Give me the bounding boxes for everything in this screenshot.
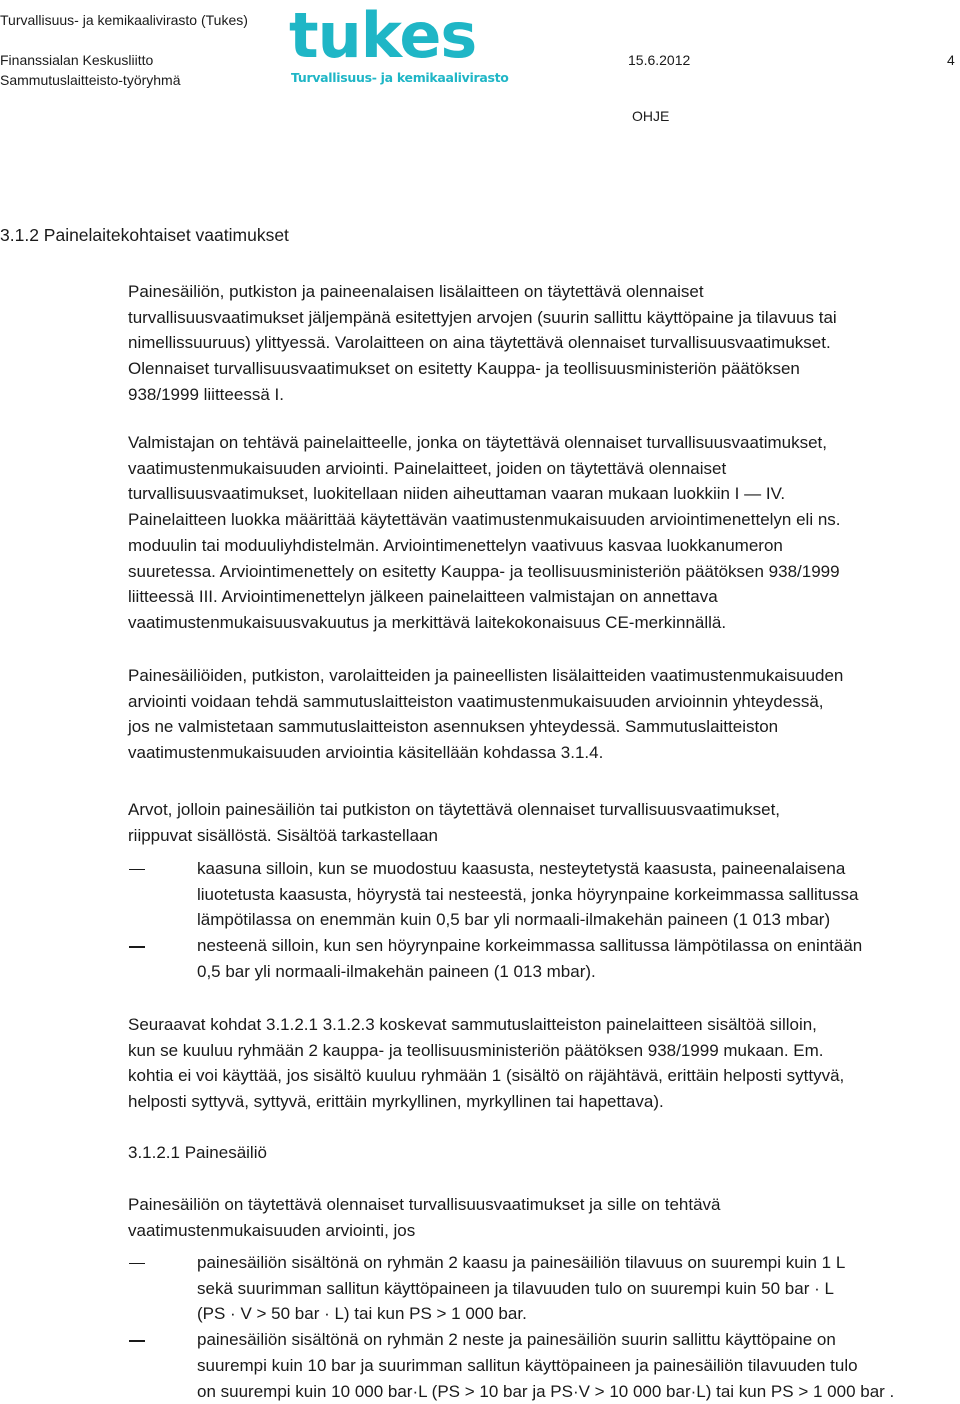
paragraph-line: liitteessä III. Arviointimenettelyn jälkeen painelaitteen valmistajan on annettava (128, 587, 718, 607)
paragraph-line: helposti syttyvä, syttyvä, erittäin myrkyllinen, myrkyllinen tai hapettava). (128, 1092, 664, 1112)
list-item-line: painesäiliön sisältönä on ryhmän 2 neste ja painesäiliön suurin sallittu käyttöpaine on (197, 1330, 836, 1350)
page-number: 4 (947, 52, 955, 68)
subsection-heading (128, 1140, 267, 1166)
list-item-line: liuotetusta kaasusta, höyrystä tai nesteestä, jonka höyrynpaine korkeimmassa sallitussa (197, 884, 859, 904)
paragraph-line: vaatimustenmukaisuuden arviointia käsitellään kohdassa 3.1.4. (128, 743, 604, 763)
paragraph-line: turvallisuusvaatimukset, luokitellaan niiden aiheuttaman vaaran mukaan luokkiin I — IV. (128, 484, 786, 504)
paragraph-line: Seuraavat kohdat 3.1.2.1 3.1.2.3 koskevat sammutuslaitteiston painelaitteen sisältöä silloin, (128, 1015, 817, 1034)
header-date: 15.6.2012 (628, 52, 691, 68)
header-organization: Turvallisuus- ja kemikaalivirasto (Tukes) (0, 12, 248, 28)
list-item-line: painesäiliön sisältönä on ryhmän 2 kaasu ja painesäiliön tilavuus on suurempi kuin 1 L (197, 1253, 846, 1272)
list-item-line: sekä suurimman sallitun käyttöpaineen ja tilavuuden tulo on suurempi kuin 50 bar · L (197, 1278, 834, 1298)
list-item (128, 1250, 894, 1327)
paragraph-vessel (128, 1192, 721, 1243)
paragraph-line: kun se kuuluu ryhmään 2 kauppa- ja teollisuusministeriön päätöksen 938/1999 mukaan. Em. (128, 1040, 824, 1060)
paragraph-line: Painesäiliöiden, putkiston, varolaitteiden ja paineellisten lisälaitteiden vaatimustenmukaisuuden (128, 666, 844, 685)
paragraph-line: Arvot, jolloin painesäiliön tai putkiston on täytettävä olennaiset turvallisuusvaatimukset, (128, 800, 781, 819)
paragraph-conformity (128, 663, 843, 766)
tukes-logo (289, 0, 509, 90)
paragraph-line: vaatimustenmukaisuuden arviointi. Painelaitteet, joiden on täytettävä olennaiset (128, 458, 727, 478)
paragraph-line: vaatimustenmukaisuuden arviointi, jos (128, 1220, 416, 1240)
list-item-line: suurempi kuin 10 bar ja suurimman sallitun käyttöpaineen ja painesäiliön tilavuuden tulo (197, 1355, 858, 1375)
paragraph-line: vaatimustenmukaisuusvakuutus ja merkittävä laitekokonaisuus CE-merkinnällä. (128, 612, 727, 632)
list-item-line: lämpötilassa on enemmän kuin 0,5 bar yli normaali-ilmakehän paineen (1 013 mbar) (197, 910, 831, 930)
subsection-title: 3.1.2.1 Painesäiliö (128, 1143, 267, 1162)
header-working-group: Sammutuslaitteisto-työryhmä (0, 72, 181, 88)
paragraph-line: riippuvat sisällöstä. Sisältöä tarkastellaan (128, 825, 438, 845)
paragraph-manufacturer (128, 430, 841, 636)
paragraph-line: kohtia ei voi käyttää, jos sisältö kuuluu ryhmään 1 (sisältö on räjähtävä, erittäin helposti syttyvä, (128, 1066, 845, 1086)
paragraph-sections (128, 1012, 844, 1115)
list-item (128, 1327, 894, 1404)
paragraph-line: Painesäiliön on täytettävä olennaiset turvallisuusvaatimukset ja sille on tehtävä (128, 1195, 721, 1214)
dash-bullet-icon (129, 1340, 145, 1341)
paragraph-requirements (128, 279, 837, 408)
paragraph-line: moduulin tai moduuliyhdistelmän. Arviointimenettelyn vaativuus kasvaa luokkanumeron (128, 535, 783, 555)
paragraph-line: turvallisuusvaatimukset jäljempänä esitettyjen arvojen (suurin sallittu käyttöpaine ja tilavuus tai (128, 307, 837, 327)
document-type: OHJE (632, 108, 670, 124)
list-item-line: nesteenä silloin, kun sen höyrynpaine korkeimmassa sallitussa lämpötilassa on enintään (197, 936, 863, 956)
list-item-line: 0,5 bar yli normaali-ilmakehän paineen (1 013 mbar). (197, 961, 596, 981)
paragraph-line: Painesäiliön, putkiston ja paineenalaisen lisälaitteen on täytettävä olennaiset (128, 282, 704, 301)
paragraph-line: suuretessa. Arviointimenettely on esitetty Kauppa- ja teollisuusministeriön päätöksen 938/1999 (128, 561, 840, 581)
contents-list (128, 856, 862, 985)
logo-wordmark: tukes (289, 0, 477, 72)
paragraph-line: nimellissuuruus) ylittyessä. Varolaitteen on aina täytettävä olennaiset turvallisuusvaatimukset. (128, 333, 831, 353)
dash-bullet-icon (129, 869, 145, 870)
list-item-line: on suurempi kuin 10 000 bar·L (PS > 10 bar ja PS·V > 10 000 bar·L) tai kun PS > 1 000 bar . (197, 1381, 895, 1401)
paragraph-line: jos ne valmistetaan sammutuslaitteiston asennuksen yhteydessä. Sammutuslaitteiston (128, 717, 779, 737)
list-item-line: (PS · V > 50 bar · L) tai kun PS > 1 000 bar. (197, 1304, 527, 1324)
list-item (128, 933, 862, 984)
paragraph-values (128, 797, 780, 848)
dash-bullet-icon (129, 1263, 145, 1264)
logo-tagline: Turvallisuus- ja kemikaalivirasto (291, 70, 509, 85)
paragraph-line: Valmistajan on tehtävä painelaitteelle, jonka on täytettävä olennaiset turvallisuusvaatimukset, (128, 433, 827, 452)
list-item-line: kaasuna silloin, kun se muodostuu kaasusta, nesteytetystä kaasusta, paineenalaisena (197, 859, 846, 878)
dash-bullet-icon (129, 946, 145, 947)
paragraph-line: 938/1999 liitteessä I. (128, 384, 284, 404)
section-heading: 3.1.2 Painelaitekohtaiset vaatimukset (0, 225, 289, 245)
paragraph-line: Olennaiset turvallisuusvaatimukset on esitetty Kauppa- ja teollisuusministeriön päätöksen (128, 359, 800, 379)
paragraph-line: Painelaitteen luokka määrittää käytettävän vaatimustenmukaisuuden arviointimenettelyn eli ns. (128, 510, 841, 530)
header-partner: Finanssialan Keskusliitto (0, 52, 154, 68)
list-item (128, 856, 862, 933)
paragraph-line: arviointi voidaan tehdä sammutuslaitteiston vaatimustenmukaisuuden arvioinnin yhteydessä, (128, 691, 824, 711)
vessel-criteria-list (128, 1250, 894, 1404)
